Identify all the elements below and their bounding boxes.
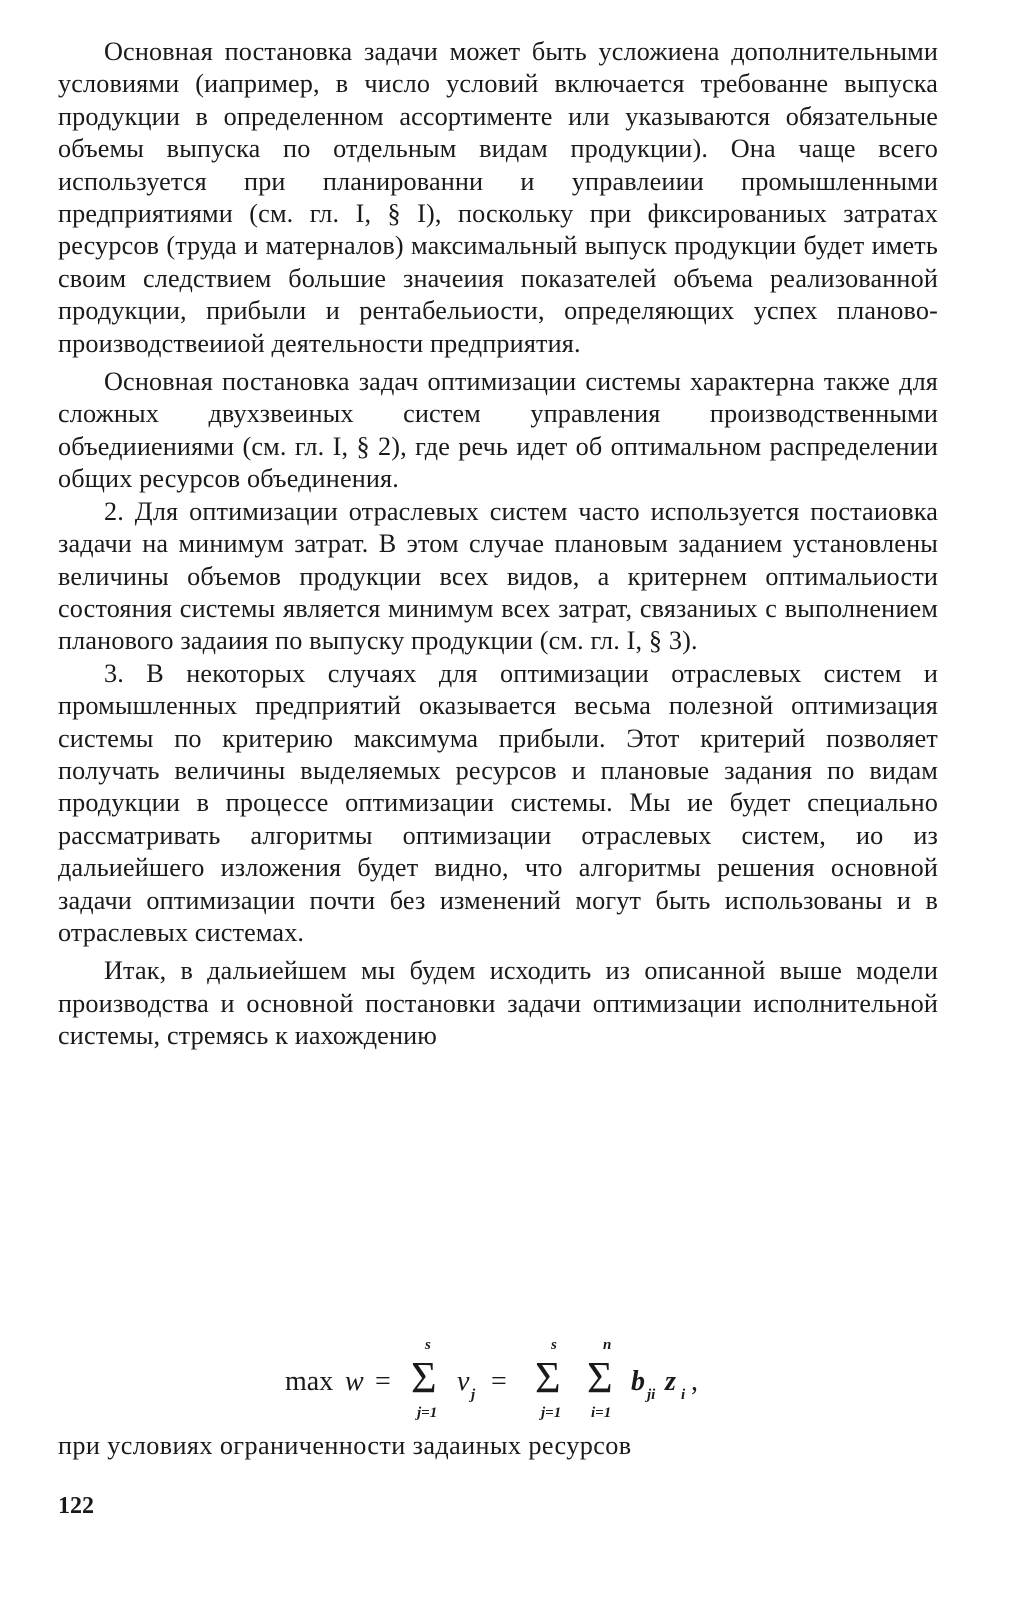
objective-formula <box>285 1338 765 1428</box>
formula-b-subscript: ji <box>647 1387 656 1403</box>
paragraph-2: Основная постановка задач оптимизации системы характерна также для сложных двухзвеиных систем управления производственными объедииениями (см. гл. I, § 2), где речь идет об оптимальном распределении общих ресурсов объединения. <box>58 367 938 494</box>
sum2-upper-limit: s <box>551 1337 557 1353</box>
closing-line: при условиях ограниченности задаиных ресурсов <box>58 1431 632 1460</box>
paragraph-5: Итак, в дальиейшем мы будем исходить из описанной выше модели производства и основной постановки задачи оптимизации исполнительной системы, стремясь к иахождению <box>58 956 938 1051</box>
formula-v-subscript: j <box>471 1387 476 1403</box>
sum1-upper-limit: s <box>425 1337 431 1353</box>
formula-max-label: max <box>285 1366 334 1397</box>
formula-w: w <box>345 1366 364 1397</box>
sum3-lower-limit: i=1 <box>591 1405 612 1421</box>
paragraph-1: Основная постановка задачи может быть усложиена дополнительными условиями (иапример, в число условий включается требованне выпуска продукции в определенном ассортименте или указываются обязательные объемы выпуска по отдельным видам продукции). Она чаще всего используется при планированни и управлеиии промышленными предприятиями (см. гл. I, § I), поскольку при фиксированиых затратах ресурсов (труда и матерналов) максимальный выпуск продукции будет иметь своим следствием большие значеиия показателей объема реализованной продукции, прибыли и рентабельиости, определяющих успех планово-производствеииой деятельности предприятия. <box>58 37 938 358</box>
paragraph-3: 2. Для оптимизации отраслевых систем часто используется постаиовка задачи на минимум затрат. В этом случае плановым заданием установлены величины объемов продукции всех видов, а критернем оптимальиости состояния системы является минимум всех затрат, связаниых с выполнением планового задаиия по выпуску продукции (см. гл. I, § 3). <box>58 496 938 656</box>
formula-b: b <box>631 1366 645 1397</box>
page-number: 122 <box>58 1493 94 1519</box>
formula-v: v <box>457 1366 470 1397</box>
formula-comma: , <box>691 1366 698 1397</box>
page-body <box>58 36 938 1053</box>
sum1-lower-limit: j=1 <box>417 1405 438 1421</box>
paragraph-4: 3. В некоторых случаях для оптимизации отраслевых систем и промышленных предприятий оказывается весьма полезной оптимизация системы по критерию максимума прибыли. Этот критерий позволяет получать величины выделяемых ресурсов и плановые задания по видам продукции в процессе оптимизации системы. Мы ие будет специально рассматривать алгоритмы оптимизации отраслевых систем, ио из дальиейшего изложения будет видно, что алгоритмы решения основной задачи оптимизации почти без изменений могут быть использованы и в отраслевых системах. <box>58 658 938 947</box>
sum2-sigma: Σ <box>535 1353 561 1402</box>
formula-z: z <box>665 1366 676 1397</box>
sum3-upper-limit: n <box>603 1337 612 1353</box>
sum3-sigma: Σ <box>587 1353 613 1402</box>
formula-equals-1: = <box>375 1366 391 1397</box>
sum2-lower-limit: j=1 <box>541 1405 562 1421</box>
formula-equals-2: = <box>491 1366 507 1397</box>
sum1-sigma: Σ <box>411 1353 437 1402</box>
formula-z-subscript: i <box>681 1387 686 1403</box>
